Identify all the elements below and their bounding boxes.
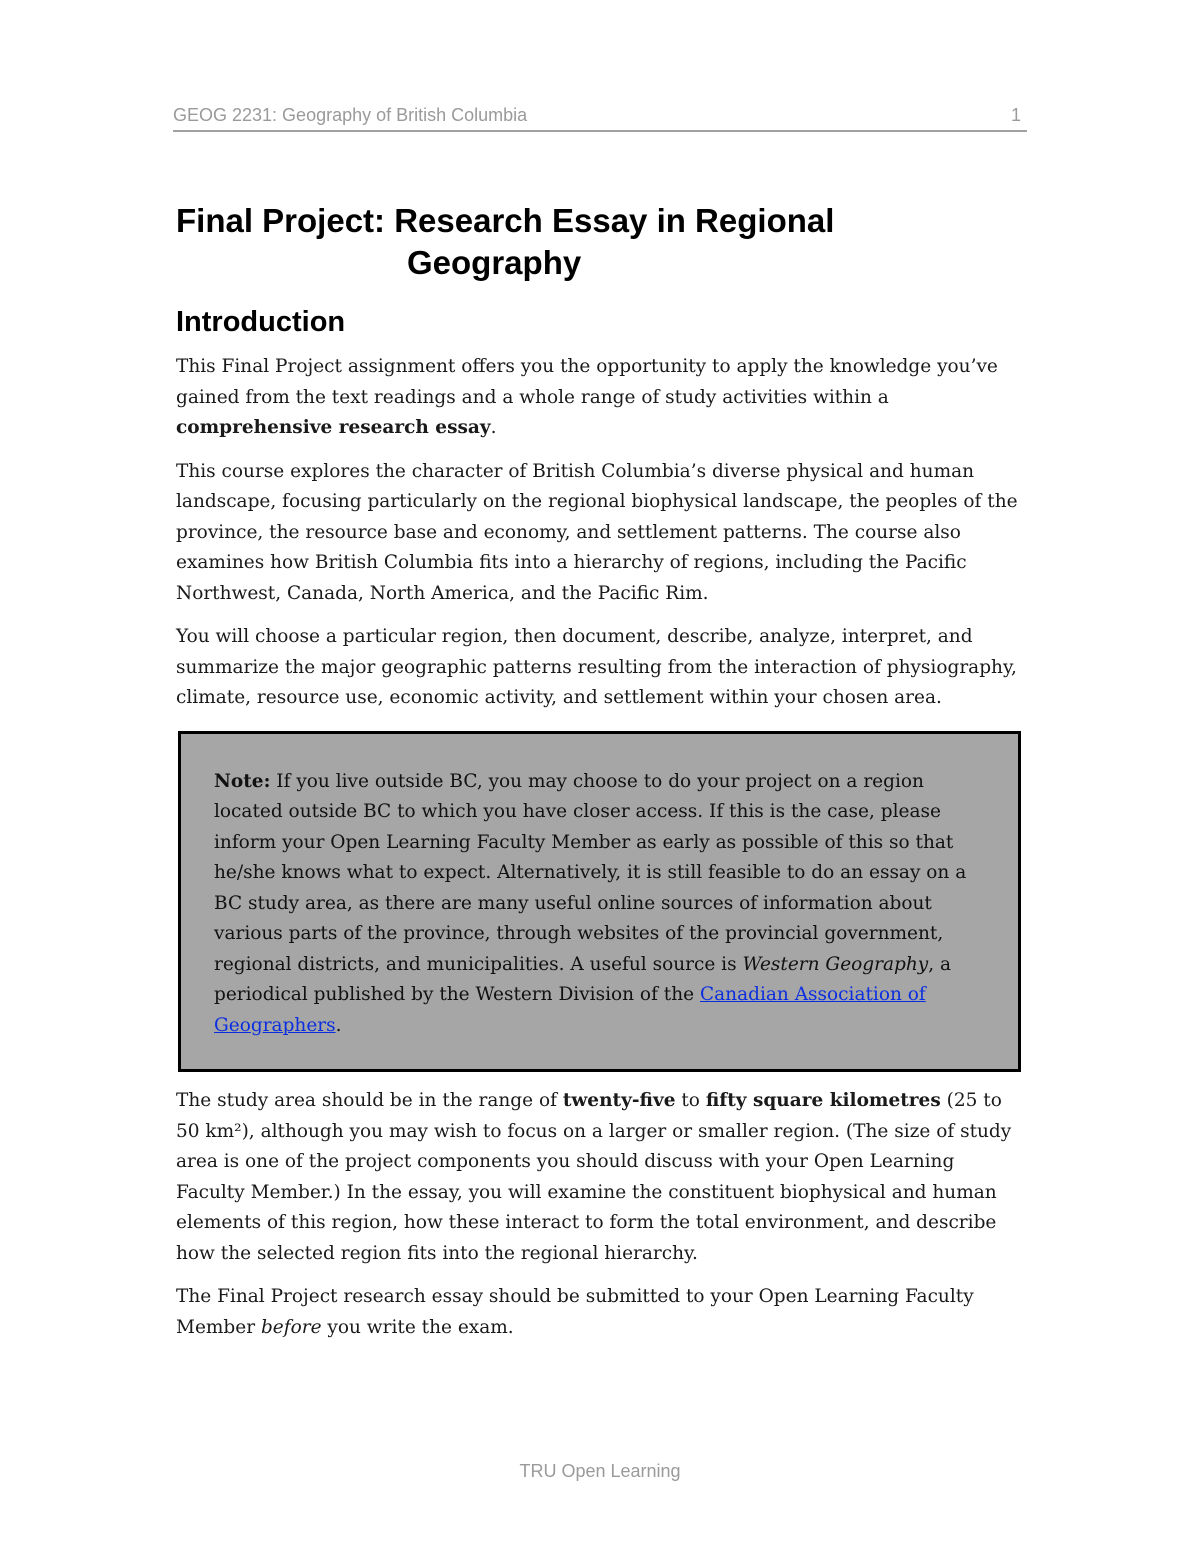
study-area-min: twenty-five (562, 1090, 676, 1111)
paragraph-course-overview: This course explores the character of British Columbia’s diverse physical and human landscape, focusing particularly on the regional biophysical landscape, the peoples of the province, the resource base and economy, and settlement patterns. The course also examines how British Columbia fits into a hierarchy of regions, including the Pacific Northwest, Canada, North America, and the Pacific Rim. (176, 460, 1018, 604)
main-content (176, 200, 1026, 1356)
paragraph-intro-text: This Final Project assignment offers you the opportunity to apply the knowledge you’ve gained from the text readings and a whole range of study activities within a (176, 356, 998, 408)
study-area-text-c: to (675, 1090, 706, 1111)
study-area-max: fifty square kilometres (705, 1090, 941, 1111)
section-heading-introduction: Introduction (176, 306, 346, 338)
note-publication: Western Geography (742, 953, 929, 975)
page-footer: TRU Open Learning (519, 1461, 681, 1481)
submission-text-b: you write the exam. (321, 1316, 514, 1338)
paragraph-intro-emphasis: comprehensive research essay (176, 417, 491, 438)
paragraph-study-area (176, 1086, 1026, 1269)
note-end: . (335, 1014, 342, 1036)
course-title: GEOG 2231: Geography of British Columbia (173, 105, 528, 125)
cag-link[interactable]: Canadian Association of Geographers (214, 984, 926, 1036)
note-text-continued: , a periodical published by the Western Division of the (214, 953, 952, 1005)
study-area-text-d: (25 to 50 km²), although you may wish to focus on a larger or smaller region. (The size of study area is one of the project components you should discuss with your Open Learning Faculty Member.) In the essay, you will examine the constituent biophysical and human elements of this region, how these interact to form the total environment, and describe how the selected region fits into the regional hierarchy. (176, 1090, 1012, 1264)
study-area-text-a: The study area should be in the range of (176, 1090, 563, 1111)
note-box (178, 731, 1021, 1073)
title-line-2: Geography (407, 244, 582, 281)
page-number: 1 (1010, 105, 1021, 125)
submission-text-a: The Final Project research essay should be submitted to your Open Learning Faculty Member (176, 1286, 974, 1338)
submission-emphasis: before (260, 1316, 322, 1338)
note-text: If you live outside BC, you may choose to do your project on a region located outside BC to which you have closer access. If this is the case, please inform your Open Learning Faculty Member as early as possible of this so that he/she knows what to expect. Alternatively, it is still feasible to do an essay on a BC study area, as there are many useful online sources of information about various parts of the province, through websites of the provincial government, regional districts, and municipalities. A useful source is (214, 770, 967, 975)
paragraph-intro-end: . (490, 417, 497, 438)
note-label: Note: (214, 770, 271, 792)
paragraph-region-choice: You will choose a particular region, then document, describe, analyze, interpret, and summarize the major geographic patterns resulting from the interaction of physiography, climate, resource use, economic activity, and settlement within your chosen area. (176, 626, 1017, 708)
running-header (173, 105, 1027, 132)
paragraph-intro (176, 352, 1026, 444)
paragraph-submission (176, 1282, 1026, 1343)
note-paragraph (214, 767, 978, 1042)
page-title (176, 200, 936, 284)
title-line-1: Final Project: Research Essay in Regional (176, 202, 835, 239)
